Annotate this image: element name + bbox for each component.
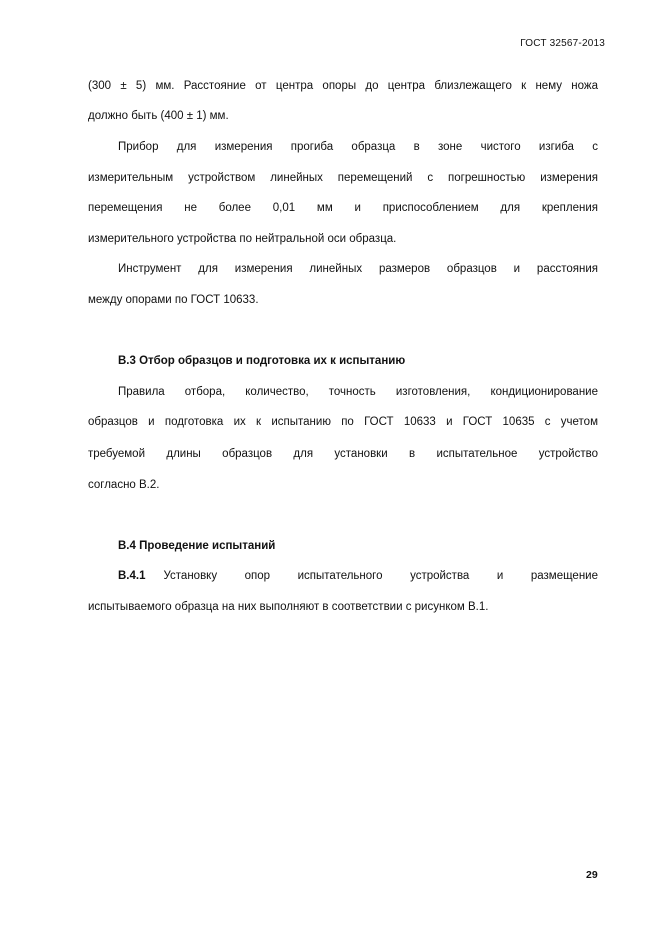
section-heading: В.3 Отбор образцов и подготовка их к испытанию (118, 355, 406, 367)
text-line: (300 ± 5) мм. Расстояние от центра опоры до центра близлежащего к нему ножа (88, 80, 598, 92)
text-line: измерительным устройством линейных перемещений с погрешностью измерения (88, 172, 598, 184)
page-number: 29 (586, 869, 598, 881)
text-line: перемещения не более 0,01 мм и приспособлением для крепления (88, 202, 598, 214)
text-line: требуемой длины образцов для установки в испытательное устройство (88, 448, 598, 460)
text-line: между опорами по ГОСТ 10633. (88, 294, 259, 306)
clause-number: В.4.1 (118, 570, 146, 582)
text-line: образцов и подготовка их к испытанию по ГОСТ 10633 и ГОСТ 10635 с учетом (88, 416, 598, 428)
text-line: Правила отбора, количество, точность изготовления, кондиционирование (118, 386, 598, 398)
document-code: ГОСТ 32567-2013 (520, 38, 605, 49)
clause-line (118, 569, 598, 583)
text-line: Инструмент для измерения линейных размеров образцов и расстояния (118, 263, 598, 275)
text-line: измерительного устройства по нейтральной оси образца. (88, 233, 397, 245)
text-line: согласно В.2. (88, 479, 160, 491)
text-line: испытываемого образца на них выполняют в соответствии с рисунком В.1. (88, 601, 489, 613)
text-line: должно быть (400 ± 1) мм. (88, 110, 229, 122)
section-heading: В.4 Проведение испытаний (118, 540, 276, 552)
text-line: Установку опор испытательного устройства и размещение (163, 570, 598, 582)
text-line: Прибор для измерения прогиба образца в зоне чистого изгиба с (118, 141, 598, 153)
